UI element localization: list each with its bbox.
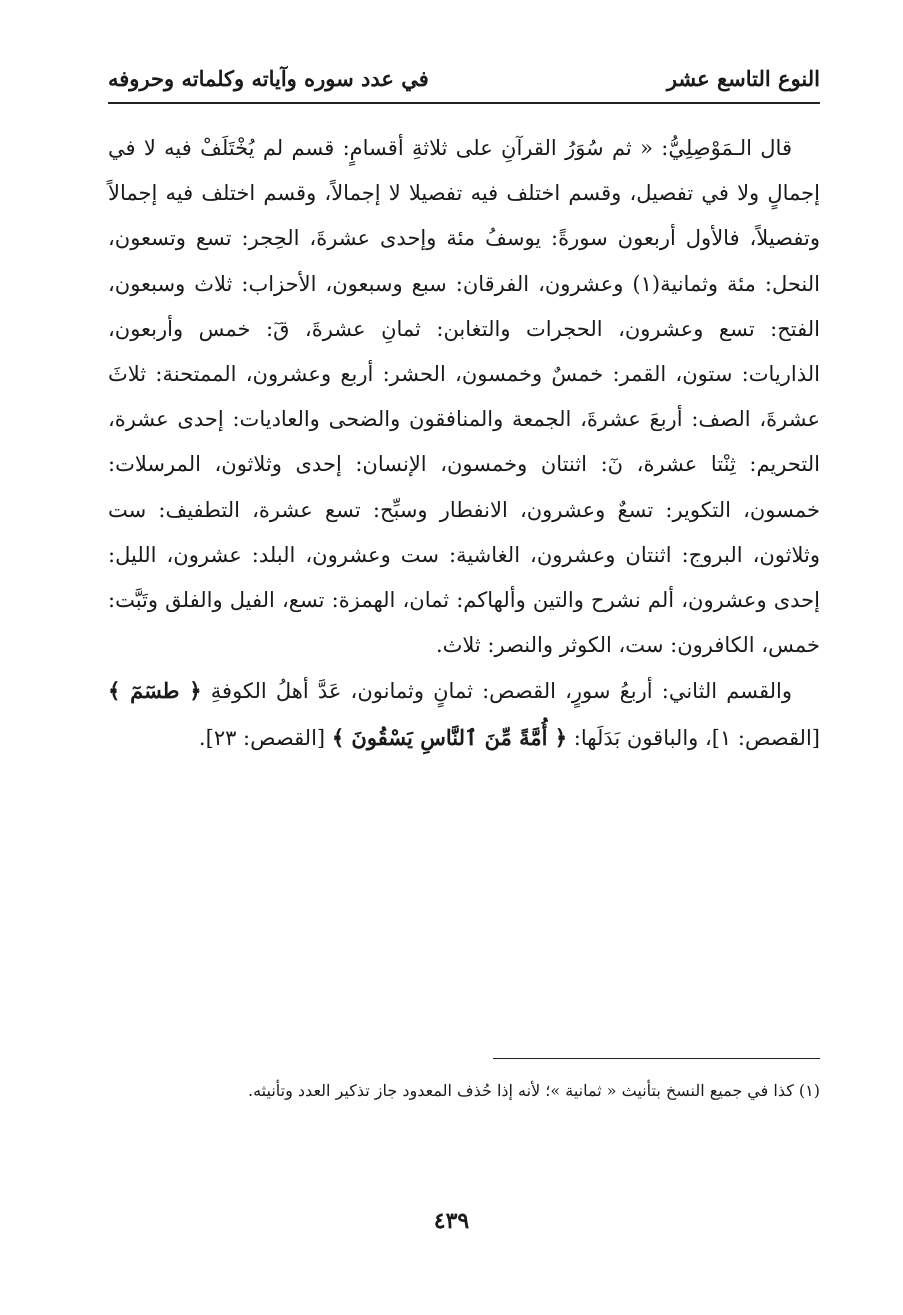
quran-verse-1: ﴿ طسٓمٓ ﴾	[108, 678, 202, 704]
paragraph-first-section: قال الـمَوْصِلِيُّ: « ثم سُوَرُ القرآنِ على ثلاثةِ أقسامٍ: قسم لم يُخْتَلَفْ فيه لا في إجمالٍ ولا في تفصيل، وقسم اختلف فيه تفصيلا لا إجمالاً، وقسم اختلف فيه إجمالاً وتفصيلاً، فالأول أربعون سورةً: يوسفُ مئة وإحدى عشرةَ، الحِجر: تسع وتسعون، النحل: مئة وثمانية(١) وعشرون، الفرقان: سبع وسبعون، الأحزاب: ثلاث وسبعون، الفتح: تسع وعشرون، الحجرات والتغابن: ثمانِ عشرةَ، قٓ: خمس وأربعون، الذاريات: ستون، القمر: خمسٌ وخمسون، الحشر: أربع وعشرون، الممتحنة: ثلاثَ عشرةَ، الصف: أربعَ عشرةَ، الجمعة والمنافقون والضحى والعاديات: إحدى عشرة، التحريم: ثِنْتا عشرة، نٓ: اثنتان وخمسون، الإنسان: إحدى وثلاثون، المرسلات: خمسون، التكوير: تسعٌ وعشرون، الانفطار وسبِّح: تسع عشرة، التطفيف: ست وثلاثون، البروج: اثنتان وعشرون، الغاشية: ست وعشرون، البلد: عشرون، الليل: إحدى وعشرون، ألم نشرح والتين وألهاكم: ثمان، الهمزة: تسع، الفيل والفلق وتَبَّت: خمس، الكافرون: ست، الكوثر والنصر: ثلاث.	[108, 136, 820, 658]
footnote-divider	[493, 1058, 820, 1059]
footnote: (١) كذا في جميع النسخ بتأنيث « ثمانية »؛ لأنه إذا حُذف المعدود جاز تذكير العدد وتأنيثه.	[248, 1081, 820, 1100]
paragraph-second-section	[108, 668, 820, 760]
section-title: في عدد سوره وآياته وكلماته وحروفه	[108, 65, 429, 91]
verse-citation-2: [القصص: ٢٣]	[205, 725, 326, 750]
chapter-title: النوع التاسع عشر	[666, 65, 820, 91]
running-header	[108, 58, 820, 98]
verse-citation-1: [القصص: ١]	[711, 725, 820, 750]
header-divider	[108, 102, 820, 104]
main-text	[108, 126, 820, 761]
paragraph-2-mid: ، والباقون بَدَلَها:	[573, 725, 712, 750]
quran-verse-2: ﴿ أُمَّةً مِّنَ ٱلنَّاسِ يَسْقُونَ ﴾	[331, 724, 568, 750]
page-number: ٤٣٩	[433, 1208, 470, 1234]
paragraph-2-end: .	[198, 725, 206, 750]
paragraph-2-start: والقسم الثاني: أربعُ سورٍ، القصص: ثمانٍ وثمانون، عَدَّ أهلُ الكوفةِ	[210, 679, 792, 704]
